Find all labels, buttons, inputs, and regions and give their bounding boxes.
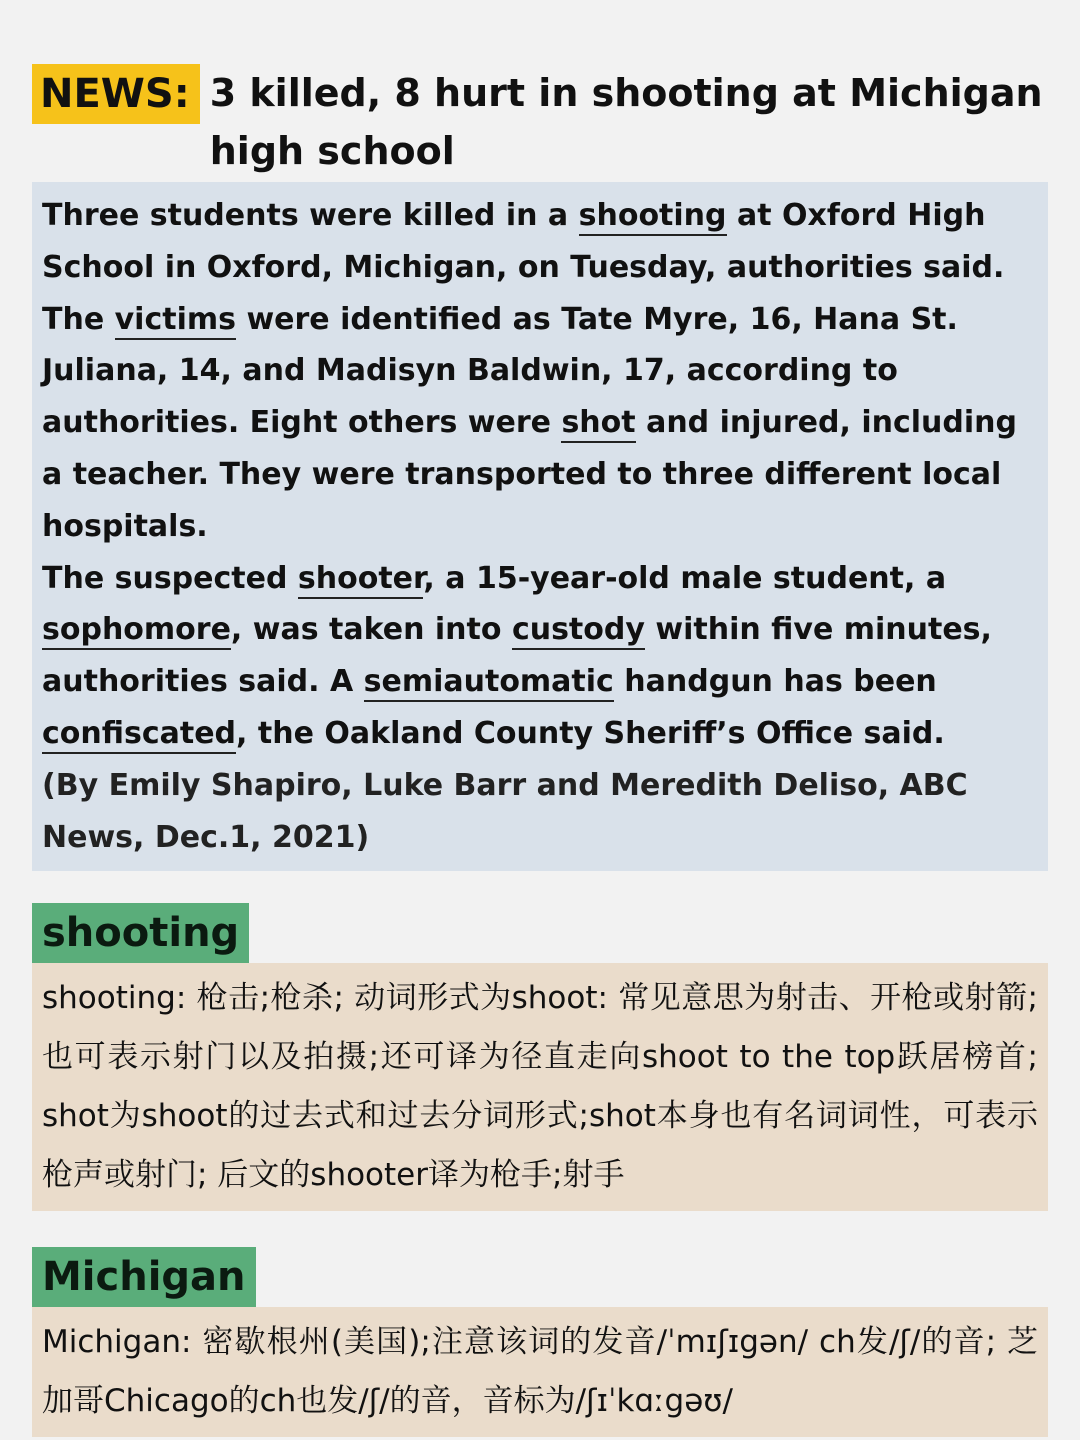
vocab-highlight-shot: shot [561, 405, 635, 443]
vocab-section-michigan [32, 1247, 1048, 1437]
news-tag: NEWS: [32, 64, 200, 124]
vocab-term: Michigan [32, 1247, 256, 1307]
article-text: , the Oakland County Sheriff’s Office said. [236, 715, 945, 751]
vocab-term: shooting [32, 903, 249, 963]
vocab-highlight-semiautomatic: semiautomatic [364, 664, 614, 702]
vocab-highlight-shooting: shooting [579, 198, 727, 236]
article-text: were identified as Tate Myre, 16, Hana St. Juliana, 14, and Madisyn Baldwin, 17, according to authorities. Eight others were [42, 301, 958, 441]
article-text: at Oxford High School in Oxford, Michigan, on Tuesday, authorities said. The [42, 198, 1005, 337]
vocab-highlight-confiscated: confiscated [42, 716, 236, 754]
article-text: Three students were killed in a [42, 198, 579, 233]
article-text: handgun has been [613, 664, 937, 700]
news-header [32, 64, 1048, 180]
article-text: , a 15-year-old male student, a [423, 560, 947, 596]
article-text: The suspected [42, 560, 298, 596]
article-text: within five minutes, authorities said. A [42, 612, 992, 700]
vocab-definition: Michigan: 密歇根州(美国);注意该词的发音/ˈmɪʃɪgən/ ch发/ʃ/的音; 芝加哥Chicago的ch也发/ʃ/的音，音标为/ʃɪˈkɑːgəʊ/ [32, 1307, 1048, 1437]
vocab-highlight-sophomore: sophomore [42, 612, 231, 650]
vocab-section-shooting [32, 903, 1048, 1211]
article-text: , was taken into [230, 612, 512, 648]
article-paragraph-2 [42, 553, 1038, 760]
vocab-highlight-victims: victims [115, 302, 236, 340]
headline: 3 killed, 8 hurt in shooting at Michigan high school [209, 71, 1043, 173]
page [32, 64, 1048, 1437]
vocab-highlight-shooter: shooter [298, 561, 424, 599]
vocab-highlight-custody: custody [512, 612, 645, 650]
article-paragraph-1 [42, 190, 1038, 553]
article-text: and injured, including a teacher. They were transported to three different local hospitals. [42, 405, 1017, 544]
article-box [32, 182, 1048, 871]
vocab-definition: shooting: 枪击;枪杀; 动词形式为shoot: 常见意思为射击、开枪或射箭;也可表示射门以及拍摄;还可译为径直走向shoot to the top跃居榜首; shot为shoot的过去式和过去分词形式;shot本身也有名词词性，可表示枪声或射门; 后文的shooter译为枪手;射手 [32, 963, 1048, 1211]
byline: (By Emily Shapiro, Luke Barr and Meredith Deliso, ABC News, Dec.1, 2021) [42, 767, 968, 855]
